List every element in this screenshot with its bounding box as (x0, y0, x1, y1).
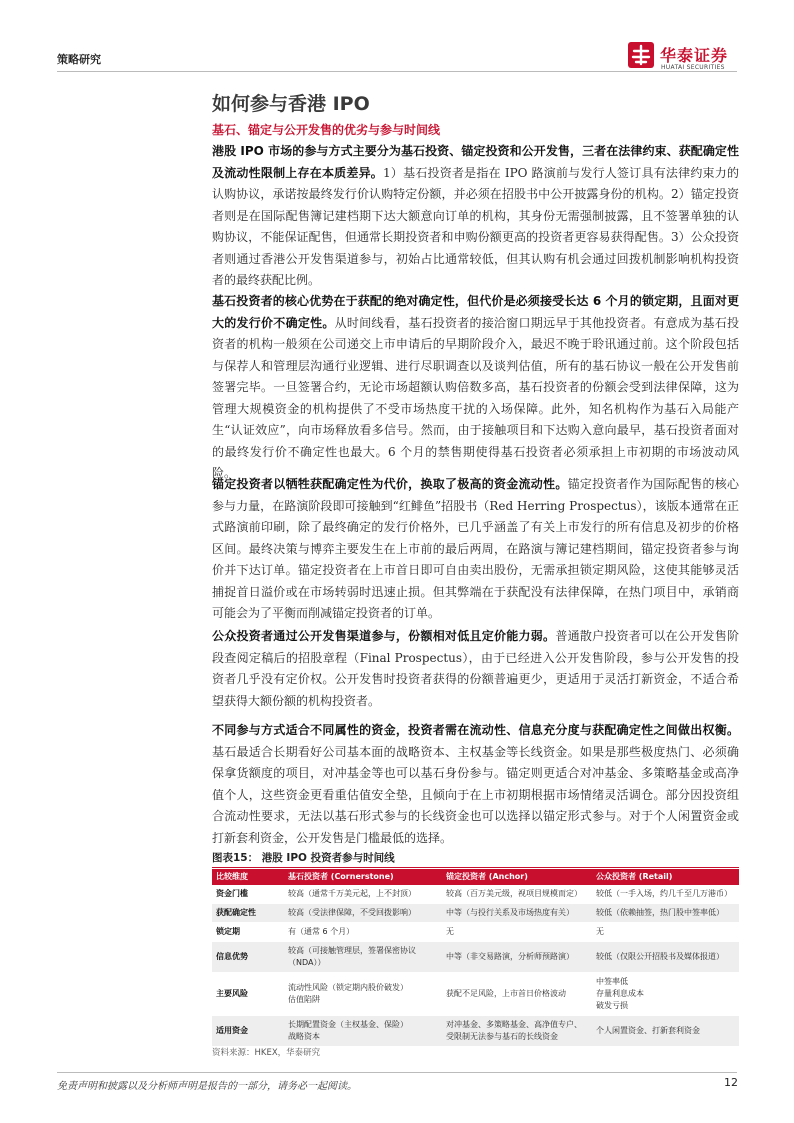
paragraph-participation-modes (212, 141, 739, 292)
table-cell: 流动性风险（锁定期内股价破发） 估值陷阱 (284, 973, 442, 1016)
paragraph-lead: 锚定投资者以牺牲获配确定性为代价，换取了极高的资金流动性。 (212, 477, 568, 491)
table-header-row (212, 869, 739, 885)
ipo-participation-table (212, 869, 739, 1047)
table-row-header: 获配确定性 (212, 904, 284, 923)
paragraph-lead: 不同参与方式适合不同属性的资金，投资者需在流动性、信息充分度与获配确定性之间做出权衡。 (212, 723, 739, 737)
table-cell: 较高（可接触管理层，签署保密协议（NDA）） (284, 942, 442, 973)
table-row (212, 904, 739, 923)
paragraph-body: 从时间线看，基石投资者的接洽窗口期远早于其他投资者。有意成为基石投资者的机构一般须在公司递交上市申请后的早期阶段介入，最迟不晚于聆讯通过前。这个阶段包括与保荐人和管理层沟通行业逻辑、进行尽职调查以及谈判估值，所有的基石协议一般在公开发售前签署完毕。一旦签署合约，无论市场超额认购倍数多高，基石投资者的份额会受到法律保障，这为管理大规模资金的机构提供了不受市场热度干扰的入场保障。此外，知名机构作为基石入局能产生“认证效应”，向市场释放看多信号。然而，由于接触项目和下达购入意向最早，基石投资者面对的最终发行价不确定性也最大。6 个月的禁售期使得基石投资者必须承担上市初期的市场波动风险。 (212, 315, 739, 480)
table-row-header: 适用资金 (212, 1016, 284, 1047)
table-cell: 中等（非交易路演，分析师预路演） (442, 942, 592, 973)
table-header-cell: 比较维度 (212, 869, 284, 885)
figure-title-rule (212, 867, 739, 868)
table-row (212, 923, 739, 942)
table-row (212, 973, 739, 1016)
table-header-cell: 基石投资者 (Cornerstone) (284, 869, 442, 885)
paragraph-body: 基石最适合长期看好公司基本面的战略资本、主权基金等长线资金。如果是那些极度热门、必须确保拿货额度的项目，对冲基金等也可以基石身份参与。锚定则更适合对冲基金、多策略基金或高净值个人，这些资金更看重估值安全垫，且倾向于在上市初期根据市场情绪灵活调仓。部分因投资组合流动性要求，无法以基石形式参与的长线资金也可以选择以锚定形式参与。对于个人闲置资金或打新套利资金，公开发售是门槛最低的选择。 (212, 744, 739, 845)
table-cell: 较低（一手入场，约几千至几万港币） (592, 885, 739, 904)
table-cell: 对冲基金、多策略基金、高净值专户、受限制无法参与基石的长线资金 (442, 1016, 592, 1047)
header-divider (57, 71, 737, 72)
page-number: 12 (724, 1076, 738, 1089)
paragraph-retail (212, 626, 739, 712)
table-row (212, 885, 739, 904)
table-header-cell: 锚定投资者 (Anchor) (442, 869, 592, 885)
paragraph-anchor (212, 474, 739, 625)
logo-english-name: HUATAI SECURITIES (661, 64, 725, 71)
paragraph-lead: 港股 IPO 市场的参与方式主要分为基石投资、锚定投资和公开发售，三者在法律约束、获配确定性及流动性限制上存在本质差异。 (212, 144, 739, 180)
table-row-header: 主要风险 (212, 973, 284, 1016)
figure-title: 图表15： 港股 IPO 投资者参与时间线 (212, 852, 395, 864)
table-cell: 有（通常 6 个月） (284, 923, 442, 942)
paragraph-lead: 基石投资者的核心优势在于获配的绝对确定性，但代价是必须接受长达 6 个月的锁定期，且面对更大的发行价不确定性。 (212, 294, 739, 330)
table-cell: 较高（通常千万美元起，上不封顶） (284, 885, 442, 904)
table-row-header: 信息优势 (212, 942, 284, 973)
table-header-cell: 公众投资者 (Retail) (592, 869, 739, 885)
table-row-header: 资金门槛 (212, 885, 284, 904)
table-cell: 长期配置资金（主权基金、保险） 战略资本 (284, 1016, 442, 1047)
table-cell: 较高（受法律保障，不受回拨影响） (284, 904, 442, 923)
table-cell: 较低（依赖抽签，热门股中签率低） (592, 904, 739, 923)
table-cell: 较高（百万美元级，视项目规模而定） (442, 885, 592, 904)
paragraph-lead: 公众投资者通过公开发售渠道参与，份额相对低且定价能力弱。 (212, 629, 556, 643)
section-subtitle: 基石、锚定与公开发售的优劣与参与时间线 (212, 123, 441, 137)
table-cell: 获配不足风险，上市首日价格波动 (442, 973, 592, 1016)
table-cell: 较低（仅限公开招股书及媒体报道） (592, 942, 739, 973)
paragraph-cornerstone (212, 291, 739, 485)
table-row (212, 942, 739, 973)
paragraph-body: 锚定投资者作为国际配售的核心参与力量，在路演阶段即可接触到“红鲱鱼”招股书（Red Herring Prospectus），该版本通常在正式路演前印刷，除了最终确定的发行价格外，已几乎涵盖了有关上市发行的所有信息及初步的价格区间。最终决策与博弈主要发生在上市前的最后两周，在路演与簿记建档期间，锚定投资者参与询价并下达订单。锚定投资者在上市首日即可自由卖出股份，无需承担锁定期风险，这使其能够灵活捕捉首日溢价或在市场转弱时迅速止损。但其弊端在于获配没有法律保障，在热门项目中，承销商可能会为了平衡而削减锚定投资者的订单。 (212, 477, 739, 620)
table-cell: 无 (592, 923, 739, 942)
footer-divider (57, 1072, 737, 1073)
table-cell: 个人闲置资金、打新套利资金 (592, 1016, 739, 1047)
table-cell: 中签率低 存量利息成本 破发亏损 (592, 973, 739, 1016)
paragraph-fund-suitability (212, 720, 739, 849)
table-cell: 中等（与投行关系及市场热度有关） (442, 904, 592, 923)
table-cell: 无 (442, 923, 592, 942)
huatai-logo-icon (628, 42, 654, 68)
table-row (212, 1016, 739, 1047)
paragraph-body: 1）基石投资者是指在 IPO 路演前与发行人签订具有法律约束力的认购协议，承诺按最终发行价认购特定份额，并必须在招股书中公开披露身份的机构。2）锚定投资者则是在国际配售簿记建档期下达大额意向订单的机构，其身份无需强制披露，且不签署单独的认购协议，不能保证配售，但通常长期投资者和申购份额更高的投资者更容易获得配售。3）公众投资者则通过香港公开发售渠道参与，初始占比通常较低，但其认购有机会通过回拨机制影响机构投资者的最终获配比例。 (212, 165, 739, 287)
logo-chinese-name: 华泰证券 (660, 46, 729, 65)
report-category: 策略研究 (57, 53, 101, 66)
paragraph-body: 普通散户投资者可以在公开发售阶段查阅定稿后的招股章程（Final Prospectus），由于已经进入公开发售阶段，参与公开发售的投资者几乎没有定价权。公开发售时投资者获得的份额普遍更少，更适用于灵活打新资金，不适合希望获得大额份额的机构投资者。 (212, 629, 739, 708)
table-row-header: 锁定期 (212, 923, 284, 942)
footer-disclaimer: 免责声明和披露以及分析师声明是报告的一部分，请务必一起阅读。 (57, 1081, 357, 1092)
section-title: 如何参与香港 IPO (212, 93, 370, 115)
figure-source: 资料来源：HKEX，华泰研究 (212, 1048, 321, 1058)
